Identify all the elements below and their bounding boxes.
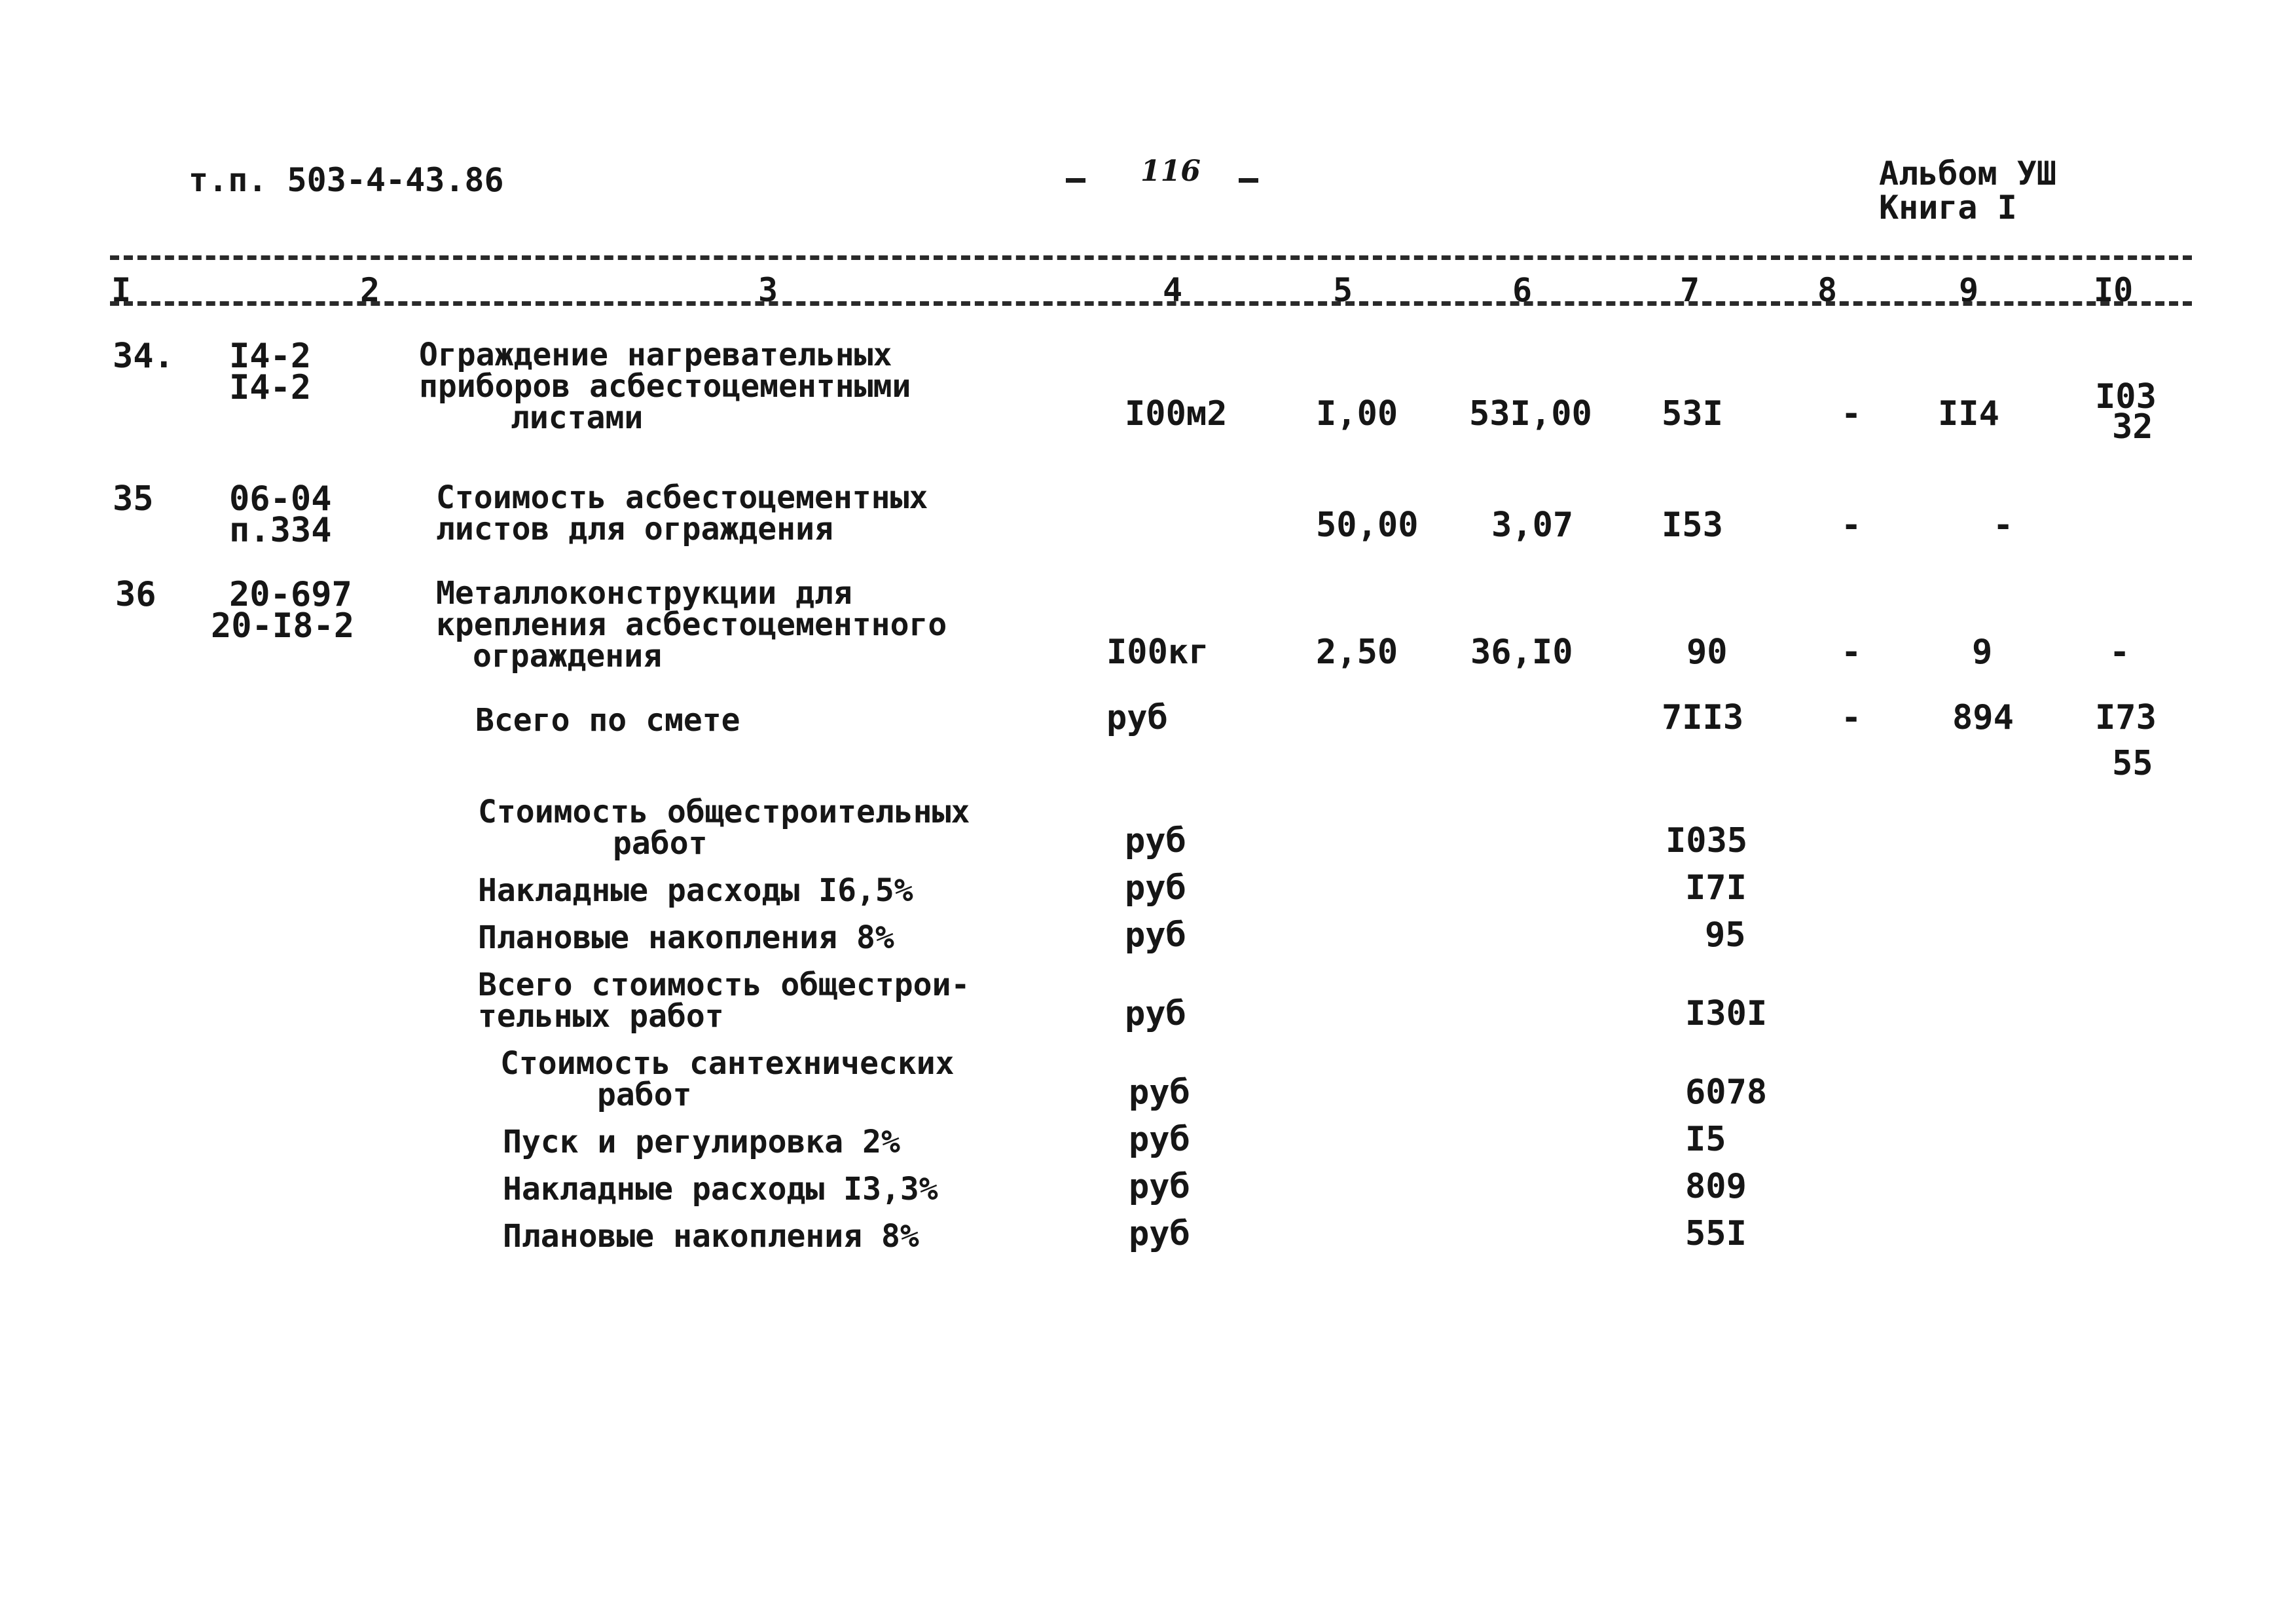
row-36-col9: 9 xyxy=(1972,633,1993,672)
row-34-name-line-1: Ограждение нагревательных xyxy=(419,337,892,373)
estimate-total-col8: - xyxy=(1841,698,1862,737)
cost-general-construction-value: I035 xyxy=(1666,821,1748,860)
row-34-code-1: I4-2 xyxy=(229,337,312,376)
cost-planned-savings-1-unit: руб xyxy=(1125,915,1186,955)
page-number-dash-right xyxy=(1239,178,1258,183)
cost-overhead-16-unit: руб xyxy=(1125,868,1186,908)
cost-overhead-13-value: 809 xyxy=(1685,1167,1747,1206)
cost-general-construction-label-1: Стоимость общестроительных xyxy=(478,794,970,830)
row-36-quantity: 2,50 xyxy=(1316,633,1398,672)
cost-general-construction-label-2: работ xyxy=(613,825,708,862)
cost-startup-label: Пуск и регулировка 2% xyxy=(503,1124,900,1160)
cost-total-general-value: I30I xyxy=(1685,994,1768,1033)
cost-plumbing-label-2: работ xyxy=(597,1077,692,1113)
cost-planned-savings-1-value: 95 xyxy=(1705,915,1746,955)
row-36-col8: - xyxy=(1841,633,1862,672)
cost-planned-savings-2-value: 55I xyxy=(1685,1214,1747,1253)
row-35-name-line-1: Стоимость асбестоцементных xyxy=(436,479,928,516)
estimate-total-col9: 894 xyxy=(1952,698,2014,737)
book-label: Книга I xyxy=(1879,189,2017,227)
row-34-col9: II4 xyxy=(1938,394,1999,434)
row-35-col9: - xyxy=(1993,506,2014,545)
row-35-col8: - xyxy=(1841,506,1862,545)
row-36-name-line-2: крепления асбестоцементного xyxy=(436,606,947,643)
cost-overhead-13-label: Накладные расходы I3,3% xyxy=(503,1171,938,1208)
cost-total-general-unit: руб xyxy=(1125,994,1186,1033)
column-number-6: 6 xyxy=(1512,271,1533,309)
cost-general-construction-unit: руб xyxy=(1125,821,1186,860)
document-code: т.п. 503-4-43.86 xyxy=(189,161,504,199)
row-36-col10: - xyxy=(2109,633,2130,672)
column-number-2: 2 xyxy=(360,271,380,309)
column-number-9: 9 xyxy=(1959,271,1979,309)
album-label: Альбом УШ xyxy=(1879,155,2056,193)
row-34-name-line-3: листами xyxy=(511,399,644,436)
row-34-col10-line-2: 32 xyxy=(2112,407,2153,447)
estimate-total-col10-line-1: I73 xyxy=(2095,698,2157,737)
cost-total-general-label-1: Всего стоимость общестрои- xyxy=(478,967,970,1003)
cost-plumbing-label-1: Стоимость сантехнических xyxy=(500,1045,955,1082)
row-35-code-2: п.334 xyxy=(229,511,332,550)
column-number-5: 5 xyxy=(1333,271,1353,309)
row-36-name-line-3: ограждения xyxy=(473,638,662,674)
column-number-4: 4 xyxy=(1163,271,1183,309)
row-34-unit-price: 53I,00 xyxy=(1469,394,1592,434)
estimate-total-unit: руб xyxy=(1106,698,1168,737)
cost-startup-unit: руб xyxy=(1129,1120,1190,1159)
row-36-code-2: 20-I8-2 xyxy=(211,606,355,646)
cost-plumbing-value: 6078 xyxy=(1685,1073,1768,1112)
row-35-quantity: 50,00 xyxy=(1316,506,1419,545)
table-top-rule xyxy=(110,255,2192,260)
column-number-3: 3 xyxy=(758,271,778,309)
cost-planned-savings-2-label: Плановые накопления 8% xyxy=(503,1218,919,1255)
cost-overhead-16-value: I7I xyxy=(1685,868,1747,908)
row-36-name-line-1: Металлоконструкции для xyxy=(436,575,852,612)
estimate-total-col10-line-2: 55 xyxy=(2112,744,2153,783)
column-number-7: 7 xyxy=(1680,271,1700,309)
row-36-code-1: 20-697 xyxy=(229,575,352,614)
cost-overhead-16-label: Накладные расходы I6,5% xyxy=(478,872,913,909)
row-36-total: 90 xyxy=(1686,633,1728,672)
row-34-number: 34. xyxy=(113,337,174,376)
row-35-number: 35 xyxy=(113,479,154,519)
cost-overhead-13-unit: руб xyxy=(1129,1167,1190,1206)
row-36-number: 36 xyxy=(115,575,156,614)
row-34-name-line-2: приборов асбестоцементными xyxy=(419,368,911,405)
cost-planned-savings-1-label: Плановые накопления 8% xyxy=(478,919,894,956)
row-34-total: 53I xyxy=(1662,394,1723,434)
row-34-code-2: I4-2 xyxy=(229,368,312,407)
estimate-total-label: Всего по смете xyxy=(475,702,740,739)
column-number-1: I xyxy=(111,271,132,309)
row-35-total: I53 xyxy=(1662,506,1723,545)
estimate-total-value: 7II3 xyxy=(1662,698,1744,737)
cost-plumbing-unit: руб xyxy=(1129,1073,1190,1112)
column-number-8: 8 xyxy=(1817,271,1838,309)
cost-startup-value: I5 xyxy=(1685,1120,1726,1159)
cost-total-general-label-2: тельных работ xyxy=(478,998,724,1035)
row-36-unit-price: 36,I0 xyxy=(1470,633,1573,672)
row-35-name-line-2: листов для ограждения xyxy=(436,511,833,547)
table-header-rule xyxy=(110,301,2192,306)
cost-planned-savings-2-unit: руб xyxy=(1129,1214,1190,1253)
row-35-unit-price: 3,07 xyxy=(1491,506,1574,545)
row-34-unit: I00м2 xyxy=(1125,394,1228,434)
page-number-dash-left xyxy=(1066,178,1085,183)
row-34-col8: - xyxy=(1841,394,1862,434)
page-number: 116 xyxy=(1140,155,1201,188)
row-35-code-1: 06-04 xyxy=(229,479,332,519)
row-36-unit: I00кг xyxy=(1106,633,1209,672)
row-34-quantity: I,00 xyxy=(1316,394,1398,434)
column-number-10: I0 xyxy=(2094,271,2134,309)
row-34-col10-line-1: I03 xyxy=(2095,377,2157,416)
